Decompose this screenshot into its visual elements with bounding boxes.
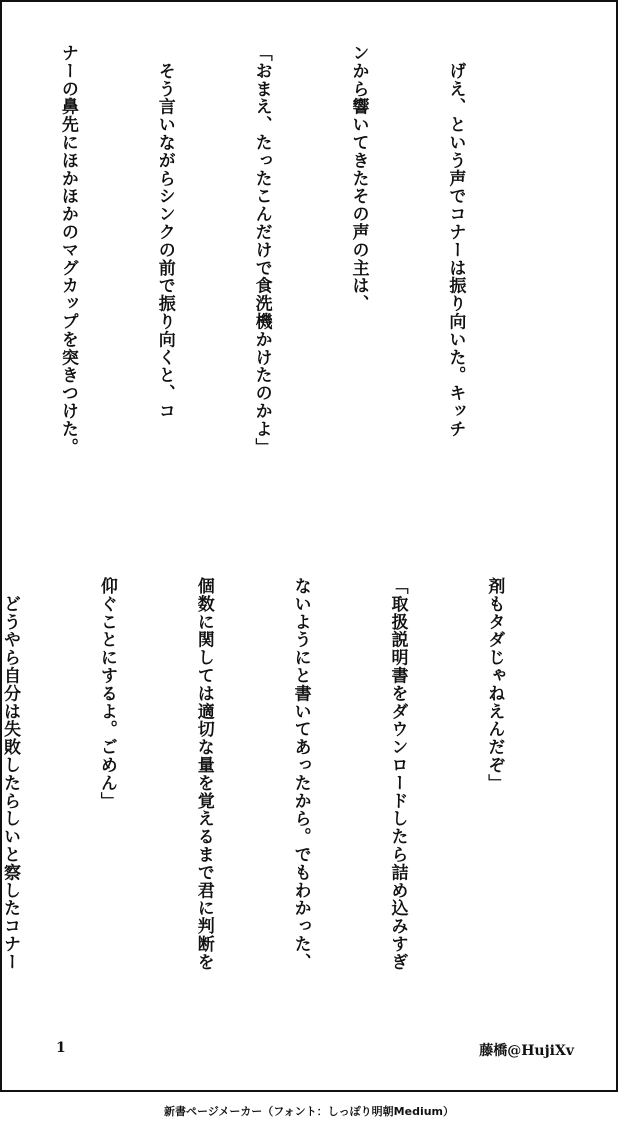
text-line: どうやら自分は失敗したらしいと察したコナー xyxy=(0,577,20,971)
author-credit: 藤橋@HujiXv xyxy=(479,1043,574,1059)
bottom-text-block xyxy=(0,577,575,997)
text-line: 仰ぐことにするよ。ごめん」 xyxy=(96,577,117,810)
text-line: 「おまえ、たったこんだけで食洗機かけたのかよ」 xyxy=(251,44,272,456)
text-line: ンから響いてきたその声の主は、 xyxy=(348,44,369,313)
text-line: 剤もタダじゃねえんだぞ」 xyxy=(484,577,505,792)
text-line: ナーの鼻先にほかほかのマグカップを突きつけた。 xyxy=(57,44,78,456)
text-line: げえ、という声でコナーは振り向いた。キッチ xyxy=(445,44,466,438)
footer-caption: 新書ページメーカー（フォント：しっぽり明朝Medium） xyxy=(163,1105,455,1118)
text-line: ないようにと書いてあったから。でもわかった、 xyxy=(290,577,311,971)
text-line: 「取扱説明書をダウンロードしたら詰め込みすぎ xyxy=(387,577,408,971)
text-line: 個数に関しては適切な量を覚えるまで君に判断を xyxy=(193,577,214,971)
page-number: 1 xyxy=(56,1040,66,1056)
top-text-block xyxy=(54,44,536,534)
text-line: そう言いながらシンクの前で振り向くと、コ xyxy=(154,44,175,420)
